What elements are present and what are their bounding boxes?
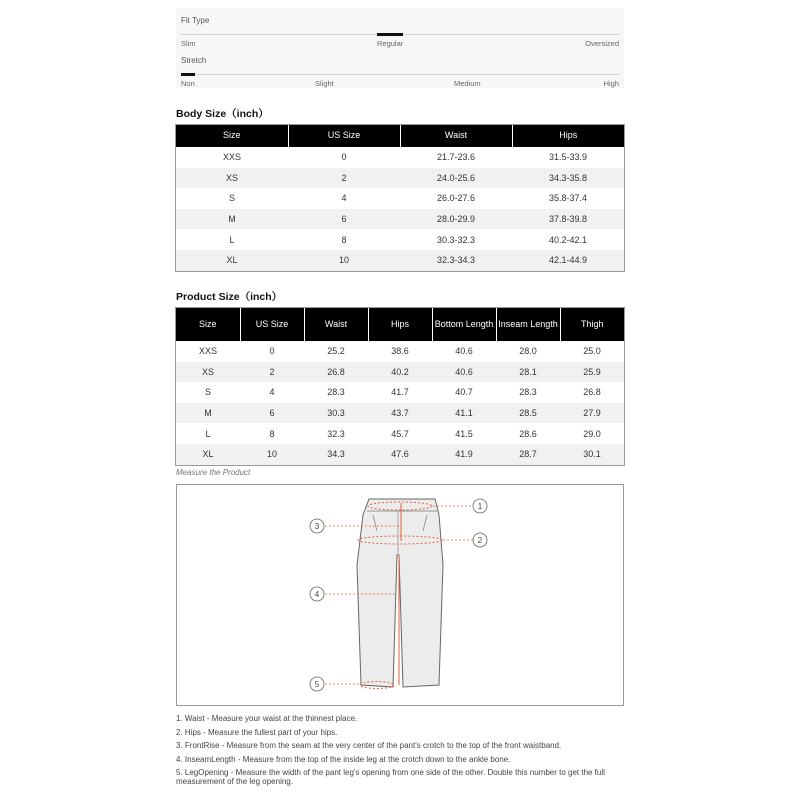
table-cell: 30.3 <box>304 403 368 424</box>
table-row <box>176 403 624 424</box>
table-cell: XL <box>176 444 240 465</box>
table-cell: 4 <box>269 387 275 398</box>
stretch-label: Non <box>181 79 195 88</box>
marker-1 <box>473 499 487 513</box>
table-cell: 40.6 <box>432 362 496 383</box>
body-size-title: Body Size（inch） <box>176 108 269 120</box>
table-cell: 40.7 <box>455 387 473 398</box>
marker-2 <box>473 533 487 547</box>
column-header: US Size <box>288 125 400 147</box>
table-cell: 34.3-35.8 <box>512 168 624 189</box>
svg-text:5: 5 <box>314 680 320 689</box>
table-cell: 8 <box>269 428 275 439</box>
fit-type-label: Slim <box>181 39 196 48</box>
table-cell: 30.1 <box>560 444 624 465</box>
table-cell: 31.5-33.9 <box>548 152 588 163</box>
note-inseam-length: 4. InseamLength - Measure from the top of the inside leg at the crotch down to the ankle bone. <box>176 754 511 764</box>
fit-type-title: Fit Type <box>181 16 210 25</box>
table-cell: 40.2 <box>368 362 432 383</box>
stretch-title: Stretch <box>181 56 207 65</box>
table-cell: 24.0-25.6 <box>400 168 512 189</box>
svg-text:2: 2 <box>477 536 483 545</box>
pants-measure-diagram <box>176 484 624 706</box>
note-hips: 2. Hips - Measure the fullest part of your hips. <box>176 727 338 737</box>
table-cell: 10 <box>240 444 304 465</box>
fit-type-scale <box>181 14 619 54</box>
product-size-title: Product Size（inch） <box>176 291 283 303</box>
column-header: Hips <box>368 308 432 341</box>
table-cell: 0 <box>341 152 347 163</box>
table-cell: 8 <box>341 234 347 245</box>
table-cell: 41.5 <box>455 428 473 439</box>
table-cell: XS <box>176 168 288 189</box>
table-cell: 0 <box>269 346 275 357</box>
table-cell: 41.7 <box>391 387 409 398</box>
table-cell: L <box>229 234 235 245</box>
column-header: Hips <box>512 125 624 147</box>
column-header: Thigh <box>560 308 624 341</box>
table-cell: 32.3-34.3 <box>400 250 512 271</box>
table-cell: 28.5 <box>496 403 560 424</box>
column-header: US Size <box>240 308 304 341</box>
table-cell: 42.1-44.9 <box>512 250 624 271</box>
column-header: Inseam Length <box>496 308 560 341</box>
table-cell: 28.6 <box>519 428 537 439</box>
table-cell: 34.3 <box>304 444 368 465</box>
table-cell: S <box>204 387 211 398</box>
table-cell: XXS <box>198 346 217 357</box>
stretch-marker <box>181 73 195 76</box>
table-cell: 26.8 <box>304 362 368 383</box>
table-cell: 28.3 <box>327 387 345 398</box>
table-row <box>176 362 624 383</box>
table-cell: 30.3-32.3 <box>436 234 476 245</box>
table-cell: 26.0-27.6 <box>436 193 476 204</box>
table-cell: 32.3 <box>327 428 345 439</box>
table-row <box>176 229 624 250</box>
table-header-row <box>176 308 624 341</box>
table-cell: 25.0 <box>583 346 601 357</box>
column-header: Size <box>176 308 240 341</box>
table-row <box>176 444 624 465</box>
fit-type-marker <box>377 33 403 36</box>
table-cell: 41.9 <box>432 444 496 465</box>
table-cell: 2 <box>288 168 400 189</box>
column-header: Bottom Length <box>432 308 496 341</box>
table-cell: 35.8-37.4 <box>548 193 588 204</box>
marker-3 <box>310 519 324 533</box>
note-waist: 1. Waist - Measure your waist at the thinnest place. <box>176 714 358 723</box>
table-cell: L <box>205 428 211 439</box>
table-cell: 45.7 <box>391 428 409 439</box>
table-cell: XL <box>176 250 288 271</box>
table-row <box>176 147 624 168</box>
column-header: Size <box>176 125 288 147</box>
table-row <box>176 209 624 230</box>
fit-type-label: Oversized <box>585 39 619 48</box>
table-cell: 28.1 <box>496 362 560 383</box>
table-cell: 26.8 <box>583 387 601 398</box>
table-cell: 28.0-29.9 <box>400 209 512 230</box>
table-cell: 47.6 <box>368 444 432 465</box>
table-cell: 2 <box>240 362 304 383</box>
table-cell: 28.3 <box>519 387 537 398</box>
table-cell: 38.6 <box>391 346 409 357</box>
table-row <box>176 250 624 271</box>
note-front-rise: 3. FrontRise - Measure from the seam at the very center of the pant's crotch to the top of the front waistband. <box>176 741 562 750</box>
svg-text:1: 1 <box>477 502 483 511</box>
table-cell: XXS <box>222 152 241 163</box>
table-row <box>176 188 624 209</box>
table-cell: 27.9 <box>560 403 624 424</box>
body-size-table <box>176 125 624 271</box>
stretch-track <box>181 74 619 75</box>
svg-text:3: 3 <box>314 522 320 531</box>
svg-text:4: 4 <box>314 590 320 599</box>
table-cell: M <box>176 403 240 424</box>
marker-4 <box>310 587 324 601</box>
table-cell: 43.7 <box>368 403 432 424</box>
table-cell: 6 <box>240 403 304 424</box>
table-cell: S <box>228 193 235 204</box>
column-header: Waist <box>304 308 368 341</box>
table-cell: 25.2 <box>327 346 345 357</box>
table-cell: 37.8-39.8 <box>512 209 624 230</box>
product-size-table <box>176 308 624 465</box>
stretch-label: Medium <box>454 79 481 88</box>
table-cell: 4 <box>341 193 347 204</box>
note-leg-opening: 5. LegOpening - Measure the width of the pant leg's opening from one side of the other. Double this number to get the full measurement of the leg opening. <box>176 768 605 786</box>
stretch-label: High <box>603 79 619 88</box>
table-header-row <box>176 125 624 147</box>
table-row <box>176 341 624 362</box>
column-header: Waist <box>400 125 512 147</box>
table-cell: 40.2-42.1 <box>548 234 588 245</box>
table-cell: M <box>176 209 288 230</box>
pants-illustration <box>177 485 623 705</box>
table-row <box>176 423 624 444</box>
table-cell: 28.0 <box>519 346 537 357</box>
fit-type-label: Regular <box>377 39 404 48</box>
marker-5 <box>310 677 324 691</box>
table-cell: 21.7-23.6 <box>436 152 476 163</box>
table-row <box>176 382 624 403</box>
pants-outline <box>357 499 443 687</box>
table-cell: XS <box>176 362 240 383</box>
table-cell: 6 <box>288 209 400 230</box>
table-cell: 10 <box>288 250 400 271</box>
table-cell: 41.1 <box>432 403 496 424</box>
stretch-label: Slight <box>315 79 334 88</box>
stretch-scale <box>181 54 619 94</box>
table-cell: 29.0 <box>583 428 601 439</box>
table-cell: 40.6 <box>455 346 473 357</box>
measurement-notes <box>176 712 624 786</box>
table-row <box>176 168 624 189</box>
table-cell: 28.7 <box>496 444 560 465</box>
measure-caption: Measure the Product <box>176 468 251 477</box>
table-cell: 25.9 <box>560 362 624 383</box>
fit-panel <box>176 8 624 88</box>
